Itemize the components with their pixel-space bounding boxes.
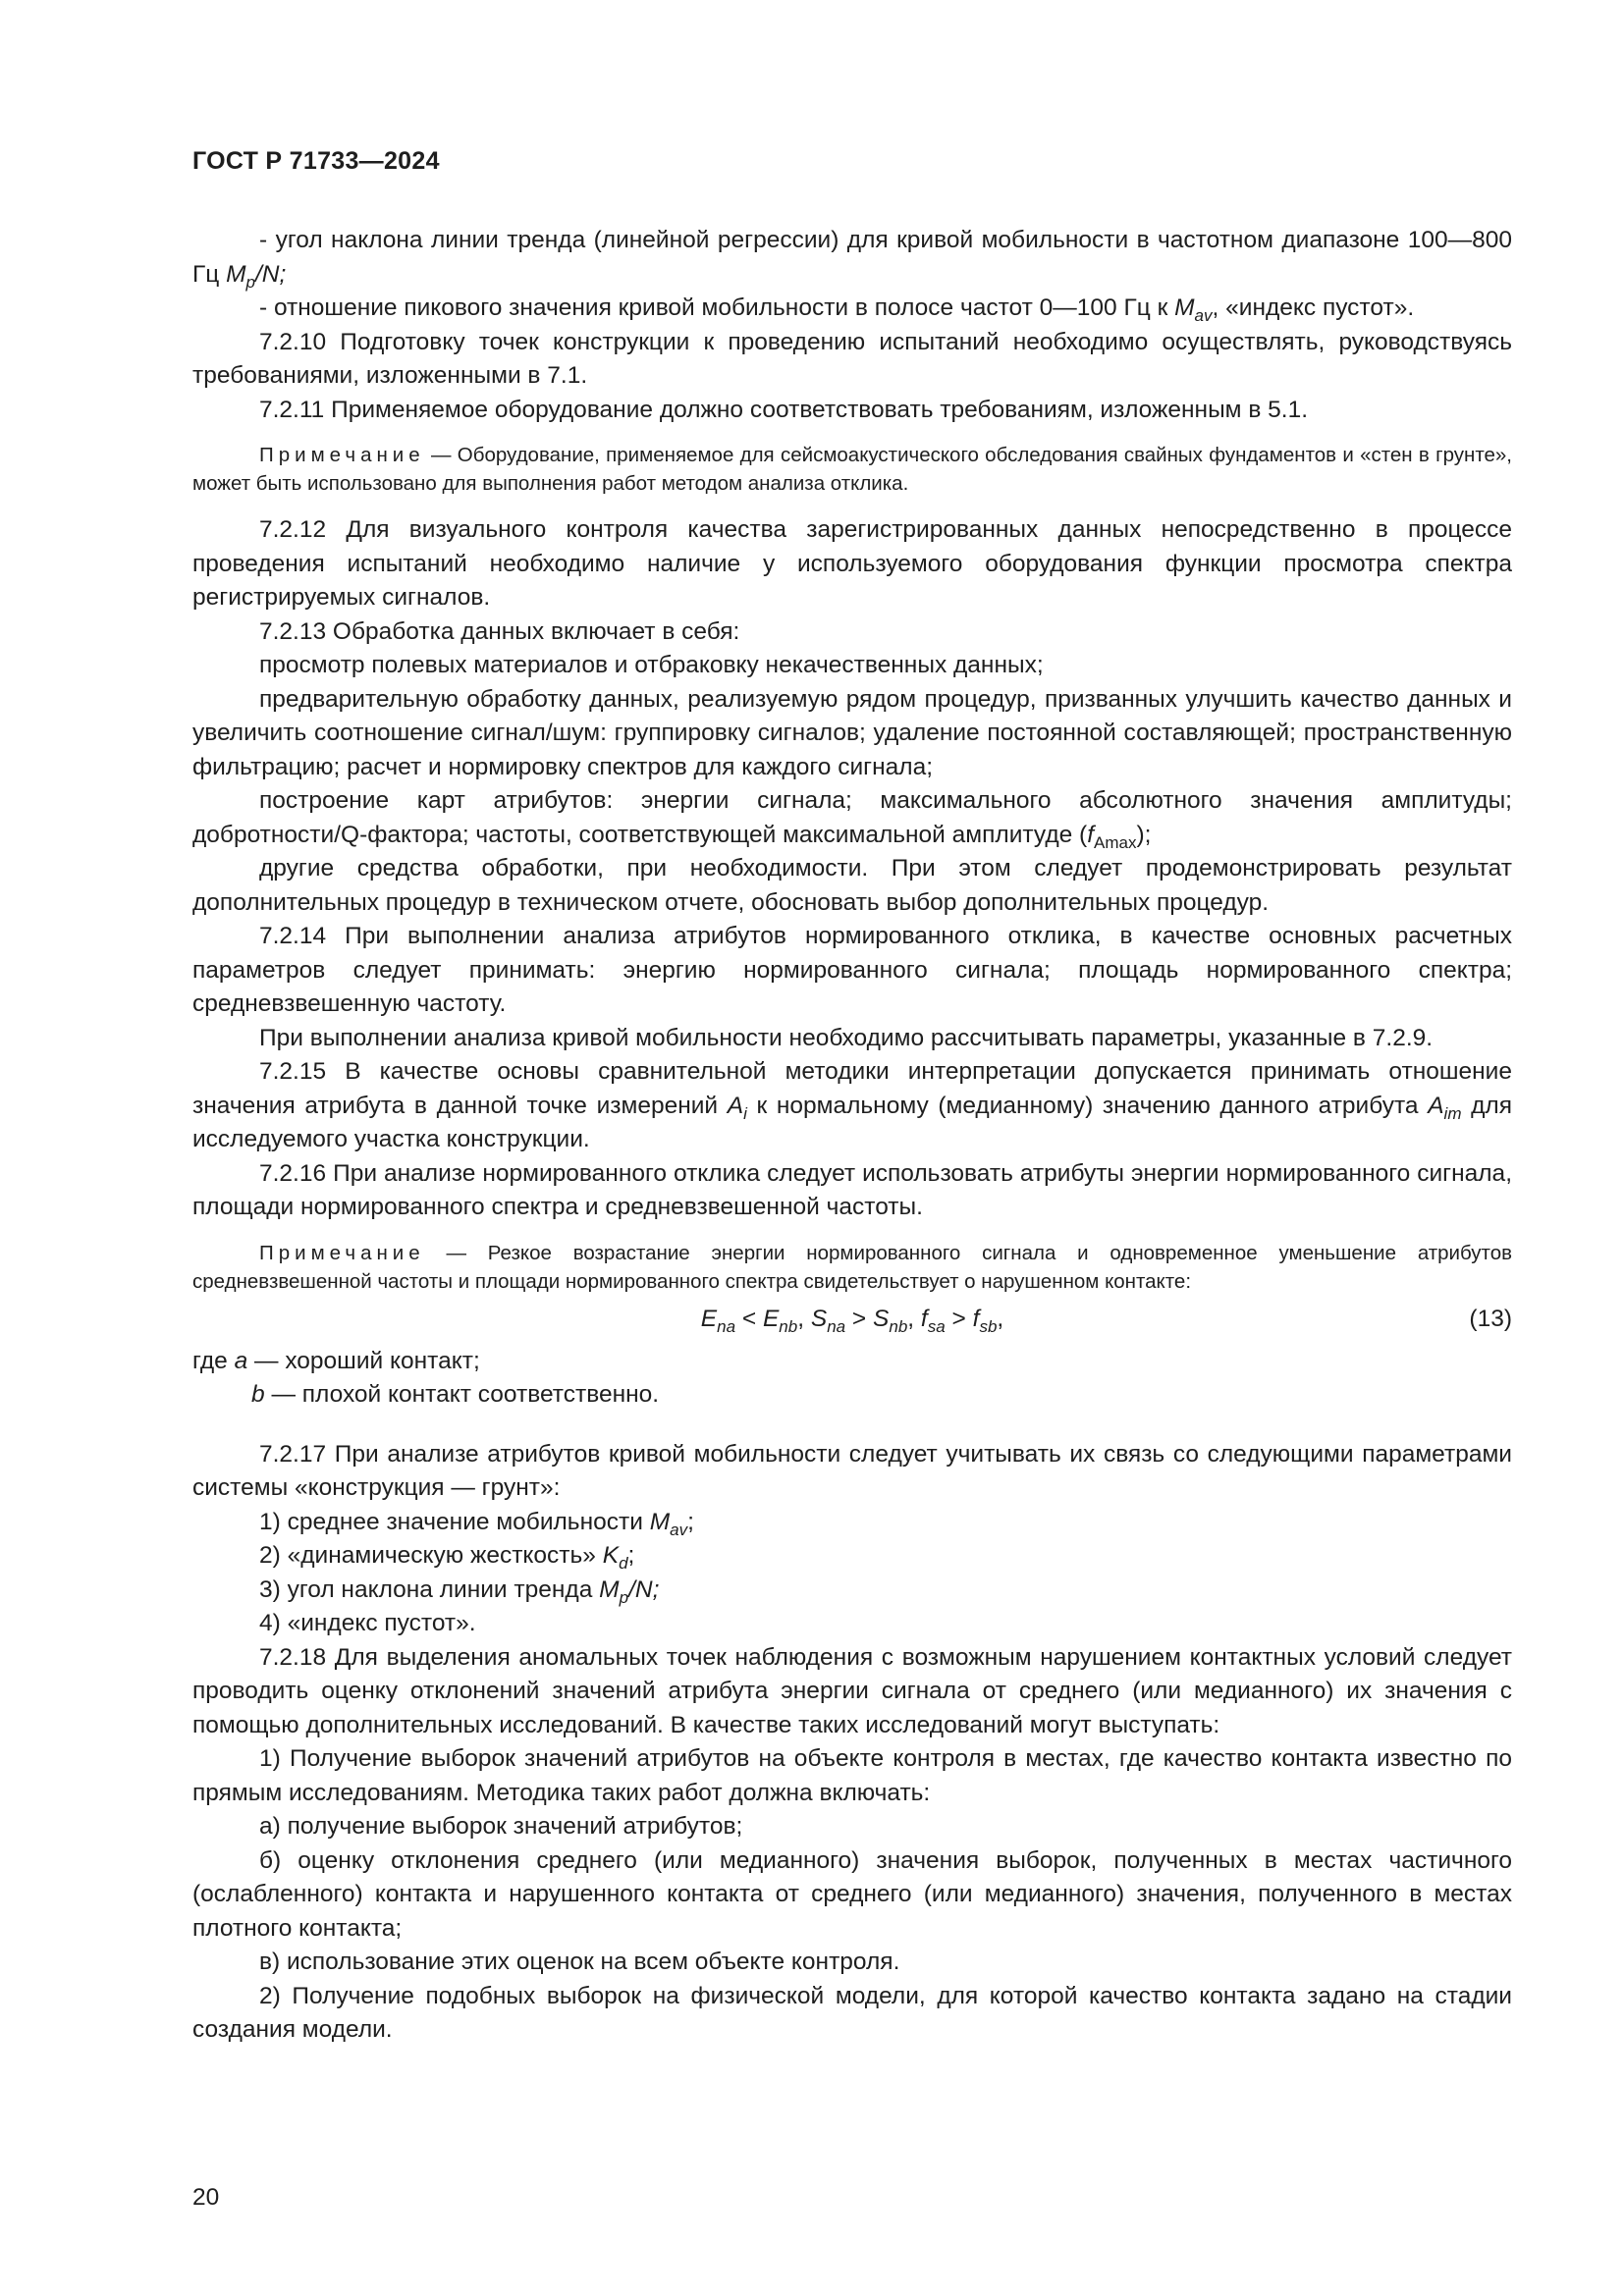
formula-13: [192, 1300, 1512, 1345]
list-item: 2) «динамическую жесткость» $K_d$;: [259, 1542, 635, 1573]
document-header: ГОСТ Р 71733—2024: [192, 147, 440, 175]
list-item: 4) «индекс пустот».: [259, 1610, 476, 1636]
list-item: построение карт атрибутов: энергии сигнала; максимального абсолютного значения амплитуды; добротности/Q-фактора; частоты, соответствующей максимальной амплитуде $(f_{Amax})$;: [192, 787, 1512, 852]
note-label: Примечание: [259, 1241, 425, 1264]
page-number: 20: [192, 2184, 220, 2211]
paragraph-7-2-10: 7.2.10 Подготовку точек конструкции к проведению испытаний необходимо осуществлять, руководствуясь требованиями, изложенными в 7.1.: [192, 328, 1512, 389]
paragraph-7-2-16: 7.2.16 При анализе нормированного отклика следует использовать атрибуты энергии нормированного сигнала, площади нормированного спектра и средневзвешенной частоты.: [192, 1159, 1512, 1220]
paragraph-7-2-14-mobility: При выполнении анализа кривой мобильности необходимо рассчитывать параметры, указанные в 7.2.9.: [259, 1024, 1434, 1051]
paragraph-trend-slope: - угол наклона линии тренда (линейной регрессии) для кривой мобильности в частотном диапазоне 100—800 Гц $M_p/N$;: [192, 227, 1512, 292]
list-item: 1) Получение выборок значений атрибутов на объекте контроля в местах, где качество контакта известно по прямым исследованиям. Методика таких работ должна включать:: [192, 1745, 1512, 1806]
list-item: а) получение выборок значений атрибутов;: [259, 1813, 743, 1840]
paragraph-7-2-18: 7.2.18 Для выделения аномальных точек наблюдения с возможным нарушением контактных условий следует проводить оценку отклонений значений атрибута энергии сигнала от среднего (или медианного) их значения с помощью дополнительных исследований. В качестве таких исследований могут выступать:: [192, 1643, 1512, 1738]
paragraph-7-2-13: 7.2.13 Обработка данных включает в себя:: [259, 617, 740, 645]
list-item: б) оценку отклонения среднего (или медианного) значения выборок, полученных в местах частичного (ослабленного) контакта и нарушенного контакта от среднего (или медианного) значения, полученного в местах плотного контакта;: [192, 1846, 1512, 1942]
list-item: предварительную обработку данных, реализуемую рядом процедур, призванных улучшить качество данных и увеличить соотношение сигнал/шум: группировку сигналов; удаление постоянной составляющей; пространственную фильтрацию; расчет и нормировку спектров для каждого сигнала;: [192, 685, 1512, 780]
list-item: 2) Получение подобных выборок на физической модели, для которой качество контакта задано на стадии создания модели.: [192, 1982, 1512, 2043]
document-body: [192, 224, 1512, 2048]
spacer: [192, 1413, 1512, 1438]
formula-expression: $E_{na} < E_{nb}$, $S_{na} > S_{nb}$, $f_{sa} > f_{sb}$,: [700, 1305, 1004, 1336]
note-contact: Примечание — Резкое возрастание энергии нормированного сигнала и одновременное уменьшение атрибутов средневзвешенной частоты и площади нормированного спектра свидетельствует о нарушенном контакте:: [192, 1241, 1512, 1293]
note-label: Примечание: [259, 444, 425, 466]
list-item: в) использование этих оценок на всем объекте контроля.: [259, 1949, 900, 1975]
paragraph-peak-ratio: - отношение пикового значения кривой мобильности в полосе частот 0—100 Гц к $M_{av}$, «индекс пустот».: [259, 294, 1415, 325]
formula-number: (13): [1469, 1305, 1512, 1332]
list-item: 3) угол наклона линии тренда $M_p/N$;: [259, 1575, 660, 1607]
paragraph-7-2-15: 7.2.15 В качестве основы сравнительной методики интерпретации допускается принимать отношение значения атрибута в данной точке измерений $A_i$ к нормальному (медианному) значению данного атрибута $A_{im}$ для исследуемого участка конструкции.: [192, 1058, 1512, 1152]
note-equipment: Примечание — Оборудование, применяемое для сейсмоакустического обследования свайных фундаментов и «стен в грунте», может быть использовано для выполнения работ методом анализа отклика.: [192, 444, 1512, 495]
where-a: где a — хороший контакт;: [192, 1347, 480, 1374]
paragraph-7-2-12: 7.2.12 Для визуального контроля качества зарегистрированных данных непосредственно в процессе проведения испытаний необходимо наличие у используемого оборудования функции просмотра спектра регистрируемых сигналов.: [192, 516, 1512, 611]
paragraph-7-2-17: 7.2.17 При анализе атрибутов кривой мобильности следует учитывать их связь со следующими параметрами системы «конструкция — грунт»:: [192, 1440, 1512, 1501]
list-item: 1) среднее значение мобильности $M_{av}$;: [259, 1508, 694, 1539]
paragraph-7-2-14: 7.2.14 При выполнении анализа атрибутов нормированного отклика, в качестве основных расчетных параметров следует принимать: энергию нормированного сигнала; площадь нормированного спектра; средневзвешенную частоту.: [192, 923, 1512, 1017]
paragraph-7-2-11: 7.2.11 Применяемое оборудование должно соответствовать требованиям, изложенным в 5.1.: [259, 396, 1309, 423]
list-item: другие средства обработки, при необходимости. При этом следует продемонстрировать результат дополнительных процедур в техническом отчете, обосновать выбор дополнительных процедур.: [192, 855, 1512, 916]
list-item: просмотр полевых материалов и отбраковку некачественных данных;: [259, 652, 1044, 678]
where-b: b — плохой контакт соответственно.: [251, 1381, 660, 1408]
